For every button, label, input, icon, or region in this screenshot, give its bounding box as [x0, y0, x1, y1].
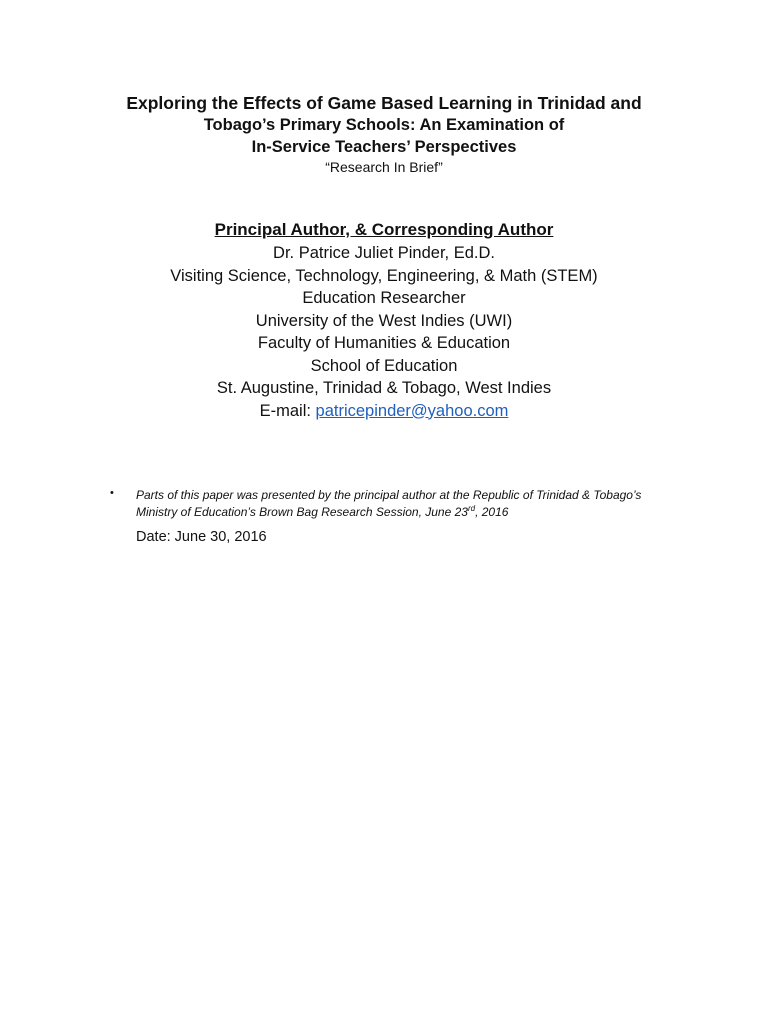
- email-link[interactable]: patricepinder@yahoo.com: [315, 401, 509, 420]
- author-location: St. Augustine, Trinidad & Tobago, West Indies: [216, 379, 552, 397]
- note-text-part-2: , 2016: [475, 505, 509, 519]
- paper-title-line-1: Exploring the Effects of Game Based Learning in Trinidad and: [126, 93, 642, 113]
- author-school: School of Education: [310, 356, 458, 375]
- paper-title-line-3: In-Service Teachers’ Perspectives: [251, 138, 517, 156]
- author-role-line-2: Education Researcher: [302, 289, 466, 307]
- author-university: University of the West Indies (UWI): [255, 311, 513, 330]
- presentation-note-text: [136, 487, 676, 521]
- paper-subtitle: “Research In Brief”: [325, 159, 443, 175]
- author-faculty: Faculty of Humanities & Education: [257, 334, 511, 352]
- document-date: Date: June 30, 2016: [136, 529, 267, 545]
- author-block: [0, 218, 768, 422]
- email-label: E-mail:: [259, 401, 316, 420]
- note-superscript: rd: [467, 504, 476, 513]
- bullet-icon: •: [110, 487, 114, 499]
- paper-title-line-2: Tobago’s Primary Schools: An Examination of: [203, 116, 565, 134]
- author-name: Dr. Patrice Juliet Pinder, Ed.D.: [273, 244, 495, 262]
- note-text-part-1: Parts of this paper was presented by the principal author at the Republic of Trinidad & Tobago’s Ministry of Education’s Brown Bag Research Session, June 23: [136, 488, 642, 519]
- author-heading: Principal Author, & Corresponding Author: [214, 220, 554, 239]
- author-role-line-1: Visiting Science, Technology, Engineering, & Math (STEM): [170, 266, 598, 285]
- author-email-line: [0, 400, 768, 423]
- title-block: [0, 92, 768, 176]
